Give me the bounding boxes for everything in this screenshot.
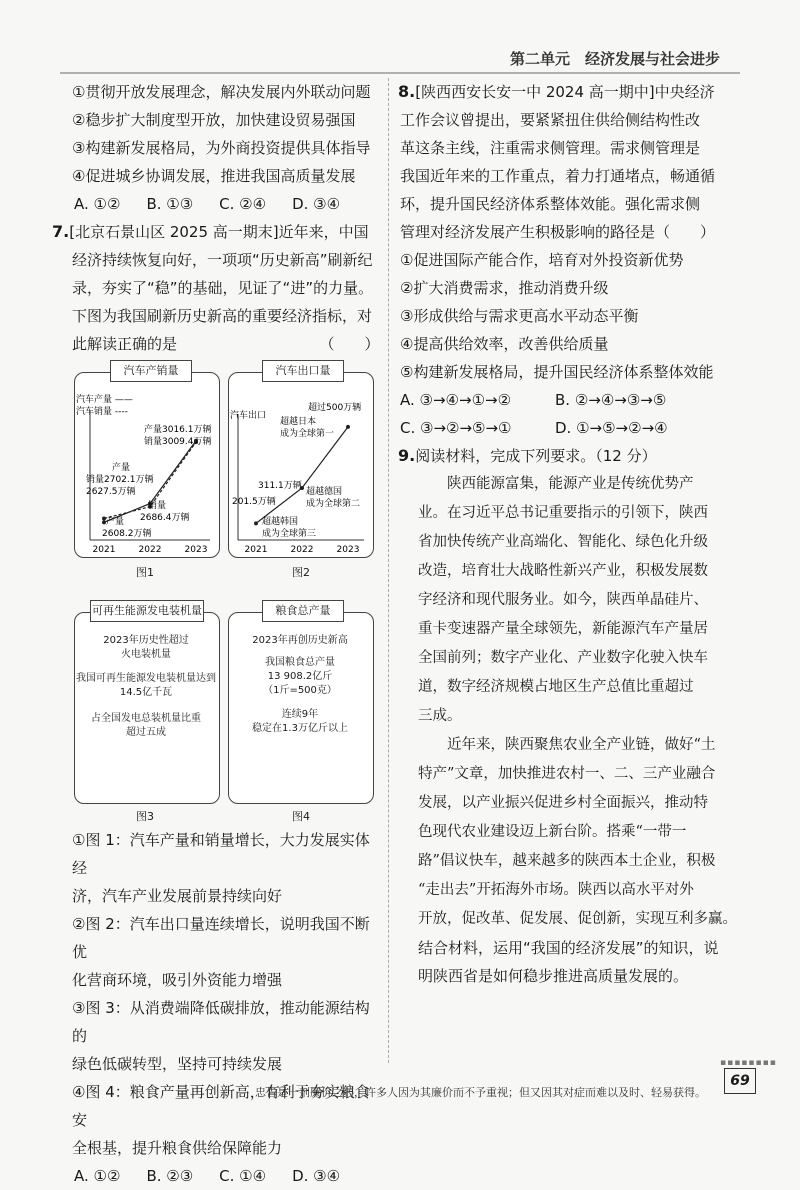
figure-2-title: 汽车出口量 xyxy=(262,360,344,382)
q6-item: ①贯彻开放发展理念，解决发展内外联动问题 xyxy=(72,83,371,101)
data-label: 成为全球第一 xyxy=(280,429,335,439)
x-tick-label: 2022 xyxy=(290,545,314,555)
figure-3-line: 2023年历史性超过 xyxy=(103,635,189,646)
q8-number: 8. xyxy=(398,82,416,101)
y-axis-label: 汽车出口 xyxy=(230,411,267,421)
x-tick-label: 2022 xyxy=(138,545,162,555)
q8-option[interactable]: A. ③→④→①→② xyxy=(400,391,512,409)
data-label: 超越韩国 xyxy=(262,517,299,527)
q7-option[interactable]: C. ①④ xyxy=(219,1167,267,1185)
data-label: 201.5万辆 xyxy=(232,497,276,507)
q9-material-line: 色现代农业建设迈上新台阶。搭乘“一带一 xyxy=(418,824,687,840)
q8-item: ③形成供给与需求更高水平动态平衡 xyxy=(400,307,639,325)
q8-stem-rest xyxy=(400,106,740,246)
q9-material-line: 特产”文章，加快推进农村一、二、三产业融合 xyxy=(418,766,716,782)
q8-stem-line: 管理对经济发展产生积极影响的路径是（ ） xyxy=(400,223,716,241)
q9-question-line: 结合材料，运用“我国的经济发展”的知识，说 xyxy=(418,939,719,957)
q7-stem xyxy=(52,218,382,246)
data-label: 超越德国 xyxy=(306,487,343,497)
footer-quote: 忠告是一剂廉价之药，许多人因为其廉价而不予重视；但又因其对症而难以及时、轻易获得。 xyxy=(255,1086,706,1099)
q6-item: ③构建新发展格局，为外商投资提供具体指导 xyxy=(72,139,371,157)
figure-3-line: 超过五成 xyxy=(126,727,166,738)
figure-4-line: 2023年再创历史新高 xyxy=(252,635,348,646)
data-label: 311.1万辆 xyxy=(258,481,302,491)
figure-1-title: 汽车产销量 xyxy=(110,360,192,382)
q6-item: ②稳步扩大制度型开放，加快建设贸易强国 xyxy=(72,111,356,129)
data-point xyxy=(346,425,350,429)
data-point xyxy=(254,521,258,525)
q8-options xyxy=(400,386,740,442)
q7-stem-line: [北京石景山区 2025 高一期末]近年来，中国 xyxy=(69,223,369,241)
q7-stem-rest xyxy=(72,246,382,358)
q7-items-block xyxy=(72,826,382,1190)
q9-material-line: 开放，促改革、促发展、促创新，实现互利多赢。 xyxy=(418,911,737,927)
data-label: 销量3009.4万辆 xyxy=(144,437,212,447)
figure-4-text xyxy=(228,634,372,736)
q9-stem xyxy=(398,442,740,470)
q7-item: ③图 3：从消费端降低碳排放，推动能源结构的 xyxy=(72,999,370,1045)
figure-4-line: 连续9年 xyxy=(281,709,319,720)
legend-sales: 汽车销量 ---- xyxy=(76,407,128,417)
q6-items xyxy=(72,78,382,190)
unit-header: 第二单元 经济发展与社会进步 xyxy=(510,50,721,68)
figure-3-line: 14.5亿千瓦 xyxy=(119,687,173,698)
figure-4-line: 13 908.2亿斤 xyxy=(267,671,333,682)
figure-3-line: 我国可再生能源发电装机量达到 xyxy=(76,673,216,684)
q9-material-line: 省加快传统产业高端化、智能化、绿色化升级 xyxy=(418,534,708,550)
q8-item: ⑤构建新发展格局，提升国民经济体系整体效能 xyxy=(400,363,714,381)
q8-stem-line: [陕西西安长安一中 2024 高一期中]中央经济 xyxy=(415,83,715,101)
figure-2-caption: 图2 xyxy=(292,566,310,579)
q7-stem-line: 下图为我国刷新历史新高的重要经济指标，对 xyxy=(72,307,373,325)
column-divider xyxy=(388,78,389,1063)
q9-material-paragraph-1 xyxy=(418,470,740,731)
data-label: 成为全球第二 xyxy=(306,499,361,509)
data-label: 销量2702.1万辆 xyxy=(86,475,154,485)
q9-material-line: 近年来，陕西聚焦农业全产业链，做好“土 xyxy=(418,737,716,753)
q7-item: 济，汽车产业发展前景持续向好 xyxy=(72,887,283,905)
q9-material-line: 发展，以产业振兴促进乡村全面振兴，推动特 xyxy=(418,795,708,811)
figure-2-chart xyxy=(228,390,372,556)
data-label: 2608.2万辆 xyxy=(102,529,152,539)
q8-item: ①促进国际产能合作，培育对外投资新优势 xyxy=(400,251,684,269)
q7-items xyxy=(72,826,382,1162)
q9-material-line: “走出去”开拓海外市场。陕西以高水平对外 xyxy=(418,882,694,898)
q9-stem-text: 阅读材料，完成下列要求。（12 分） xyxy=(415,447,657,465)
q7-item: 全根基，提升粮食供给保障能力 xyxy=(72,1139,283,1157)
q7-item: 化营商环境，吸引外资能力增强 xyxy=(72,971,283,989)
q7-number: 7. xyxy=(52,222,70,241)
q7-stem-line: 经济持续恢复向好，一项项“历史新高”刷新纪 xyxy=(72,251,373,269)
right-column xyxy=(400,78,740,990)
q9-number: 9. xyxy=(398,446,416,465)
q7-item: ①图 1：汽车产量和销量增长，大力发展实体经 xyxy=(72,831,370,877)
q8-stem-line: 工作会议曾提出，要紧紧扭住供给侧结构性改 xyxy=(400,111,701,129)
x-tick-label: 2023 xyxy=(336,545,360,555)
q7-stem-line: 录，夯实了“稳”的基础，见证了“进”的力量。 xyxy=(72,279,374,297)
q7-option[interactable]: D. ③④ xyxy=(292,1167,341,1185)
figure-4-line: 我国粮食总产量 xyxy=(265,657,335,668)
legend-production: 汽车产量 —— xyxy=(76,395,133,405)
figure-3-title: 可再生能源发电装机量 xyxy=(90,600,204,622)
q7-item: 绿色低碳转型，坚持可持续发展 xyxy=(72,1055,283,1073)
data-label: 产量 xyxy=(112,463,131,473)
data-label: 2686.4万辆 xyxy=(140,513,190,523)
data-label: 产量 xyxy=(106,517,125,527)
q7-option[interactable]: A. ①② xyxy=(74,1167,121,1185)
figure-1-caption: 图1 xyxy=(136,566,154,579)
q7-option[interactable]: B. ②③ xyxy=(146,1167,194,1185)
data-label: 超过500万辆 xyxy=(308,403,362,413)
figure-3-line: 火电装机量 xyxy=(121,649,171,660)
q7-item: ④图 4：粮食产量再创新高，有利于夯实粮食安 xyxy=(72,1083,370,1129)
q9-material-line: 三成。 xyxy=(418,708,462,724)
q9-material-line: 道，数字经济规模占地区生产总值比重超过 xyxy=(418,679,694,695)
q9-question-line: 明陕西省是如何稳步推进高质量发展的。 xyxy=(418,967,689,985)
figure-4-caption: 图4 xyxy=(292,810,310,823)
q8-stem-line: 我国近年来的工作重点，着力打通堵点，畅通循 xyxy=(400,167,716,185)
q9-material-line: 改造，培育壮大战略性新兴产业，积极发展数 xyxy=(418,563,708,579)
data-label: 超越日本 xyxy=(280,417,317,427)
header-rule xyxy=(60,72,740,74)
page-dots: ▪▪▪▪▪▪▪▪ xyxy=(720,1058,777,1068)
q8-item: ④提高供给效率，改善供给质量 xyxy=(400,335,609,353)
q8-items xyxy=(400,246,740,386)
q7-options xyxy=(74,1162,382,1190)
q6-option[interactable]: D. ③④ xyxy=(292,195,341,213)
q6-options xyxy=(74,190,382,218)
x-tick-label: 2021 xyxy=(244,545,268,555)
q9-question xyxy=(418,934,740,990)
q9-material-line: 重卡变速器产量全球领先，新能源汽车产量居 xyxy=(418,621,708,637)
q9-material-line: 陕西能源富集，能源产业是传统优势产 xyxy=(418,476,694,492)
figure-4-line: （1斤=500克） xyxy=(263,685,337,696)
q8-item: ②扩大消费需求，推动消费升级 xyxy=(400,279,609,297)
page-number: 69 xyxy=(724,1068,756,1094)
q9-material-line: 全国前列；数字产业化、产业数字化驶入快车 xyxy=(418,650,708,666)
data-label: 销量 xyxy=(148,501,167,511)
q8-option[interactable]: C. ③→②→⑤→① xyxy=(400,419,512,437)
q6-option[interactable]: C. ②④ xyxy=(219,195,267,213)
q7-item: ②图 2：汽车出口量连续增长，说明我国不断优 xyxy=(72,915,370,961)
q8-option[interactable]: B. ②→④→③→⑤ xyxy=(555,391,667,409)
q7-stem-line: 此解读正确的是 （ ） xyxy=(72,335,380,353)
q9-material-paragraph-2 xyxy=(418,731,740,934)
figure-3-text xyxy=(74,634,218,740)
q6-item: ④促进城乡协调发展，推进我国高质量发展 xyxy=(72,167,356,185)
figure-1-chart xyxy=(74,390,218,556)
figure-3-line: 占全国发电总装机量比重 xyxy=(91,713,201,724)
figure-4-line: 稳定在1.3万亿斤以上 xyxy=(252,723,348,734)
q9-material-line: 业。在习近平总书记重要指示的引领下，陕西 xyxy=(418,505,708,521)
q9-material-line: 路”倡议快车，越来越多的陕西本土企业，积极 xyxy=(418,853,716,869)
left-column xyxy=(52,78,382,358)
q8-stem xyxy=(398,78,740,106)
figure-4-title: 粮食总产量 xyxy=(262,600,344,622)
data-label: 成为全球第三 xyxy=(262,529,317,539)
figure-3-caption: 图3 xyxy=(136,810,154,823)
q8-stem-line: 革这条主线，注重需求侧管理。需求侧管理是 xyxy=(400,139,701,157)
q8-option[interactable]: D. ①→⑤→②→④ xyxy=(555,419,668,437)
q6-option[interactable]: A. ①② xyxy=(74,195,121,213)
q8-stem-line: 环，提升国民经济体系整体效能。强化需求侧 xyxy=(400,195,701,213)
x-tick-label: 2021 xyxy=(92,545,116,555)
q6-option[interactable]: B. ①③ xyxy=(146,195,194,213)
data-label: 2627.5万辆 xyxy=(86,487,136,497)
data-label: 产量3016.1万辆 xyxy=(144,425,212,435)
q9-material-line: 字经济和现代服务业。如今，陕西单晶硅片、 xyxy=(418,592,708,608)
x-tick-label: 2023 xyxy=(184,545,208,555)
